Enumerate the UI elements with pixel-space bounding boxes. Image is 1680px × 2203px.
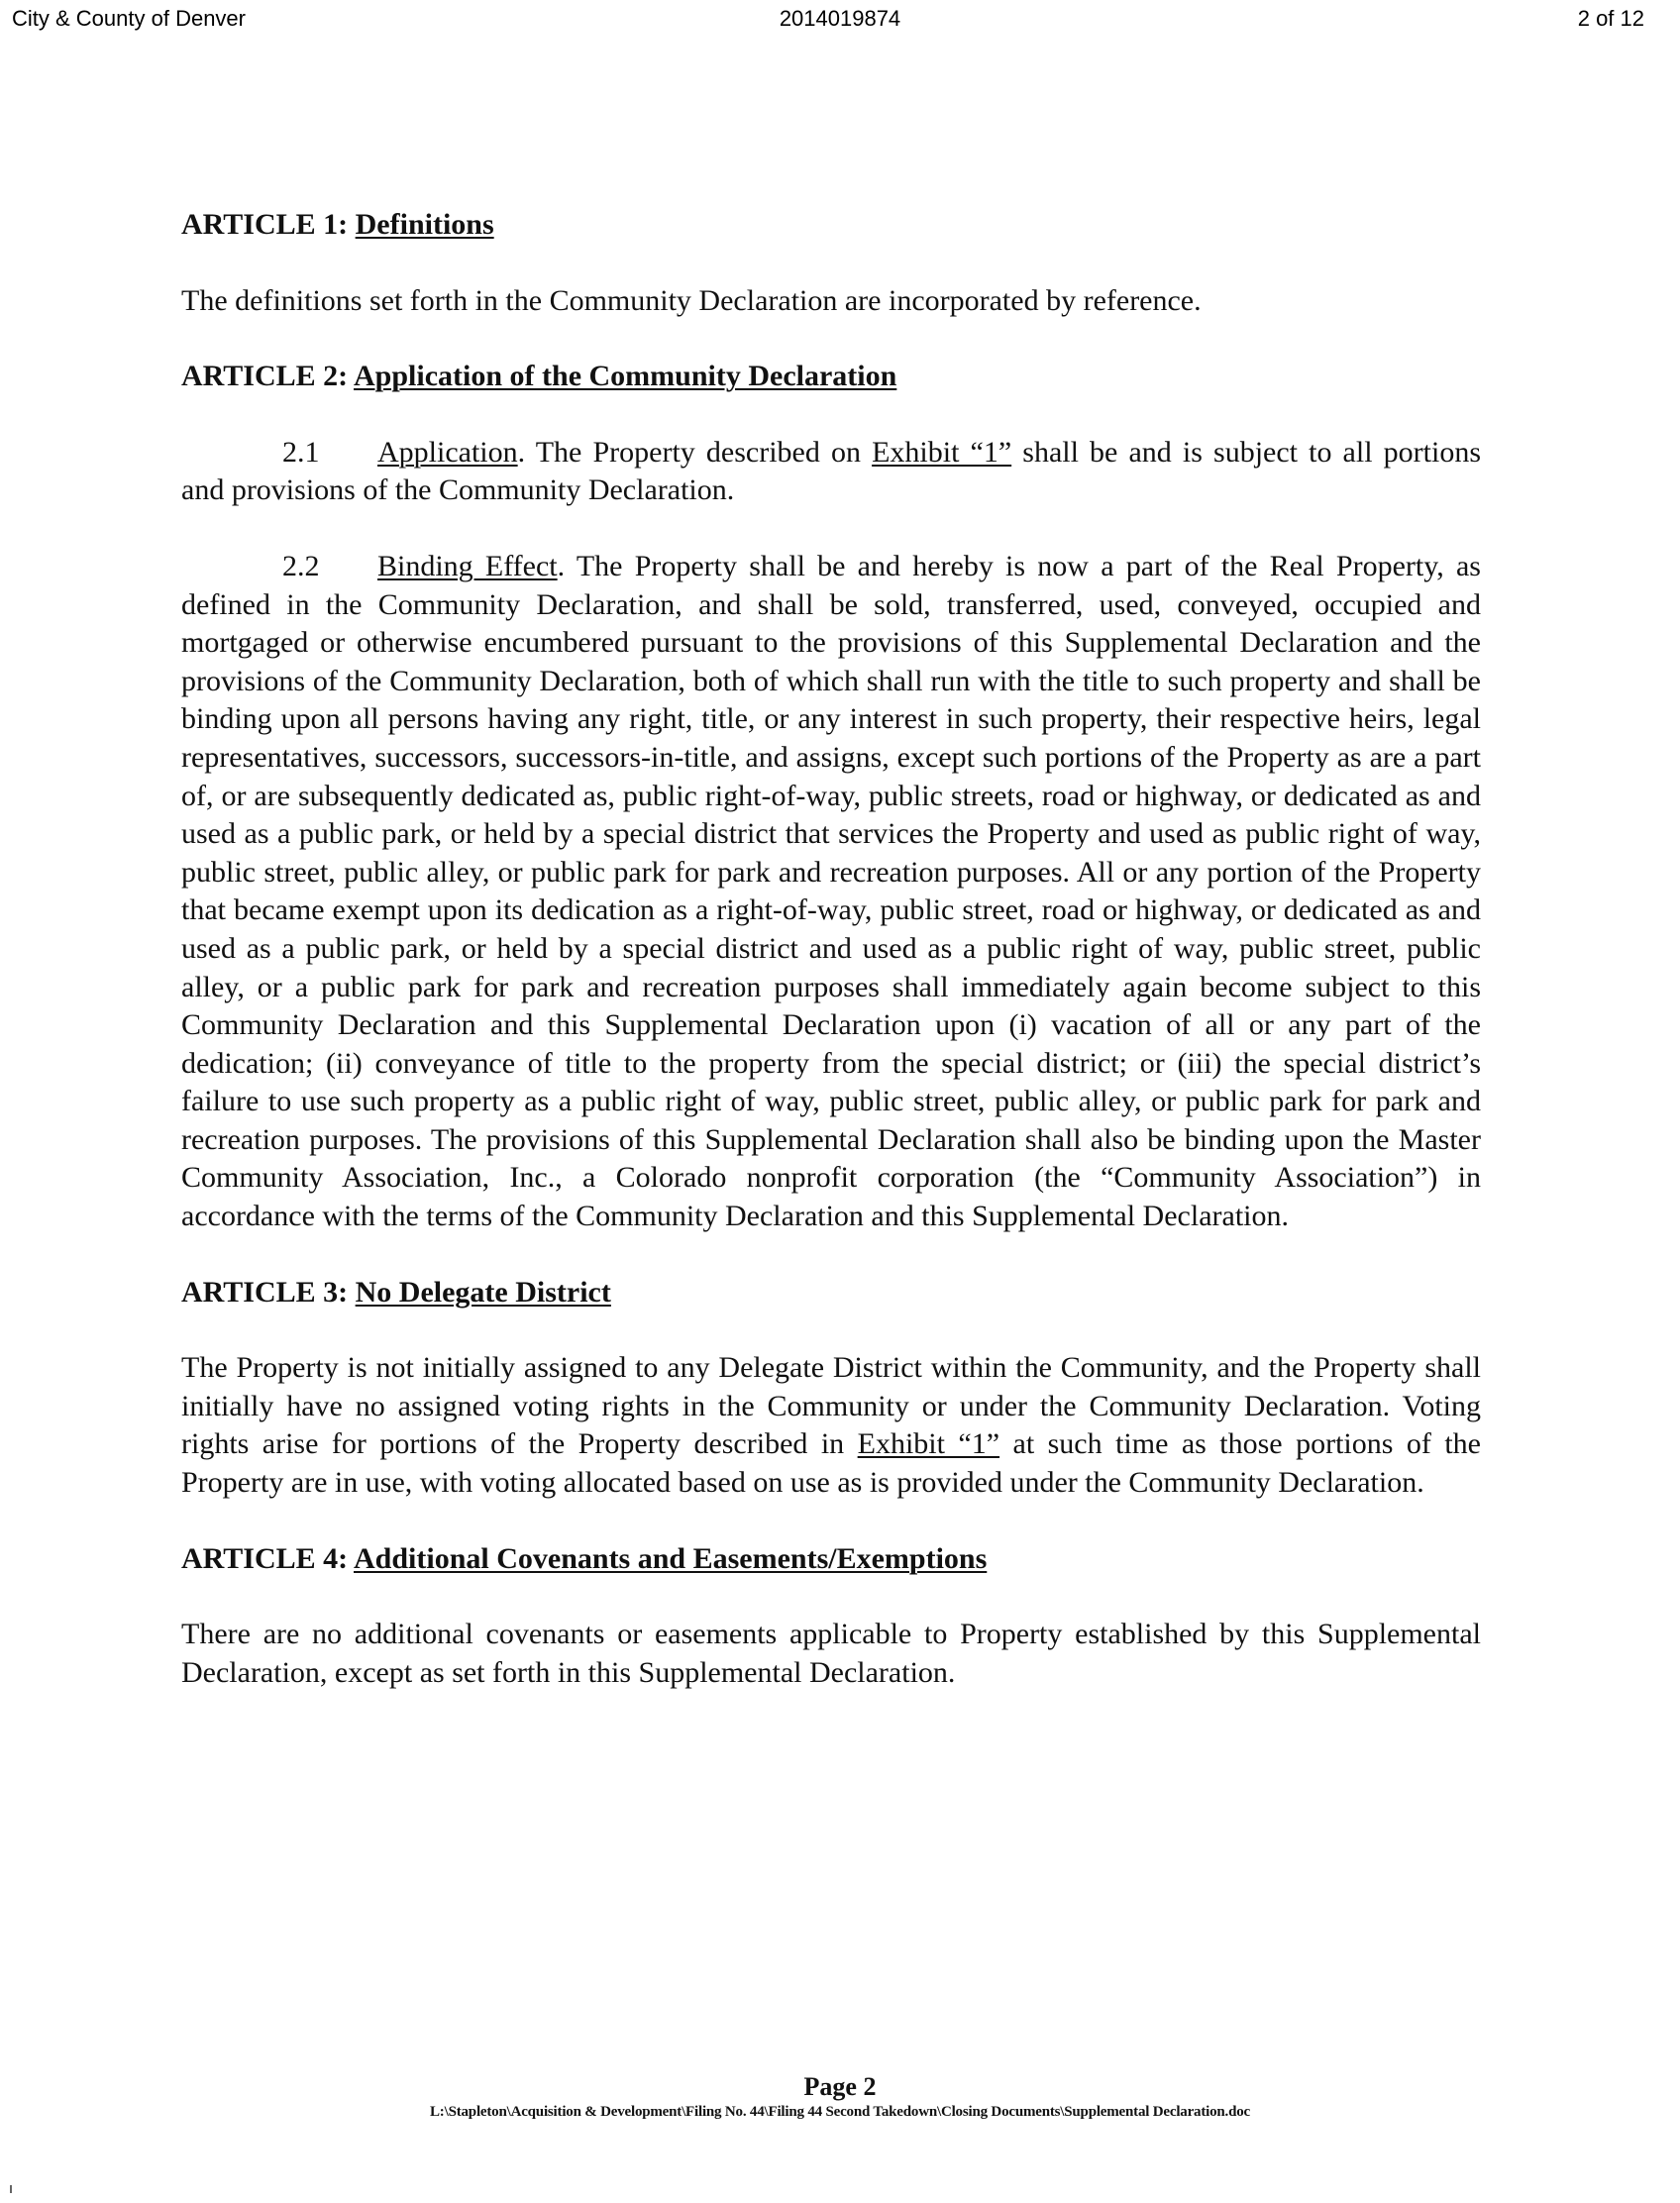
article-4-title: Additional Covenants and Easements/Exemptions: [354, 1541, 988, 1575]
footer-page-number: Page 2: [803, 2072, 877, 2101]
article-2-title: Application of the Community Declaration: [354, 360, 897, 393]
section-2-1-title: Application: [377, 435, 518, 469]
article-4-heading: [181, 1540, 1481, 1579]
section-2-1: [181, 434, 1481, 510]
section-2-1-text-b: shall be and is subject to all portions and provisions of the Community Declaration.: [181, 435, 1481, 507]
header-jurisdiction: City & County of Denver: [12, 6, 246, 31]
document-body: [181, 206, 1481, 1692]
section-2-1-number: 2.1: [282, 435, 320, 469]
section-2-1-exhibit: Exhibit “1”: [872, 435, 1012, 469]
section-2-2-number: 2.2: [282, 549, 320, 582]
article-3-text-a: The Property is not initially assigned to any Delegate District within the Community, and the Property shall initially have no assigned voting rights in the Community or under the Community Declaration. Voting rights arise for portions of the Property described in: [181, 1351, 1481, 1461]
section-2-2-title: Binding Effect: [377, 549, 558, 582]
article-2-label: ARTICLE 2:: [181, 360, 349, 393]
scan-mark: [10, 2185, 12, 2193]
page-header: [0, 6, 1680, 36]
header-document-number: 2014019874: [779, 6, 901, 31]
header-page-count: 2 of 12: [1577, 6, 1644, 31]
article-3-text-b: at such time as those portions of the Property are in use, with voting allocated based on use as is provided under the Community Declaration.: [181, 1427, 1481, 1500]
article-3-exhibit: Exhibit “1”: [857, 1427, 1000, 1461]
section-2-2-text: . The Property shall be and hereby is now a part of the Real Property, as defined in the Community Declaration, and shall be sold, transferred, used, conveyed, occupied and mortgaged or otherwise encumbered pursuant to the provisions of this Supplemental Declaration and the provisions of the Community Declaration, both of which shall run with the title to such property and shall be binding upon all persons having any right, title, or any interest in such property, their respective heirs, legal representatives, successors, successors-in-title, and assigns, except such portions of the Property as are a part of, or are subsequently dedicated as, public right-of-way, public streets, road or highway, or dedicated as and used as a public park, or held by a special district that services the Property and used as public right of way, public street, public alley, or public park for park and recreation purposes. All or any portion of the Property that became exempt upon its dedication as a right-of-way, public street, road or highway, or dedicated as and used as a public park, or held by a special district and used as a public right of way, public street, public alley, or a public park for park and recreation purposes shall immediately again become subject to this Community Declaration and this Supplemental Declaration upon (i) vacation of all or any part of the dedication; (ii) conveyance of title to the property from the special district; or (iii) the special district’s failure to use such property as a public right of way, public street, public alley, or public park for park and recreation purposes. The provisions of this Supplemental Declaration shall also be binding upon the Master Community Association, Inc., a Colorado nonprofit corporation (the “Community Association”) in accordance with the terms of the Community Declaration and this Supplemental Declaration.: [181, 549, 1481, 1233]
footer-file-path: L:\Stapleton\Acquisition & Development\Filing No. 44\Filing 44 Second Takedown\Closing Documents\Supplemental Declaration.doc: [430, 2104, 1250, 2120]
section-2-2: [181, 548, 1481, 1236]
article-1-body: The definitions set forth in the Community Declaration are incorporated by reference.: [181, 283, 1202, 317]
article-3-heading: [181, 1274, 1481, 1312]
article-1-title: Definitions: [355, 208, 494, 241]
article-3-body: [181, 1349, 1481, 1502]
article-3-title: No Delegate District: [355, 1275, 611, 1309]
page-footer: [0, 2072, 1680, 2122]
article-4-body: There are no additional covenants or easements applicable to Property established by this Supplemental Declaration, except as set forth in this Supplemental Declaration.: [181, 1618, 1481, 1689]
article-2-heading: [181, 358, 1481, 396]
article-4-label: ARTICLE 4:: [181, 1541, 349, 1575]
article-1-label: ARTICLE 1:: [181, 208, 349, 241]
section-2-1-text-a: . The Property described on: [517, 435, 873, 469]
article-1-heading: [181, 206, 1481, 245]
article-3-label: ARTICLE 3:: [181, 1275, 349, 1309]
